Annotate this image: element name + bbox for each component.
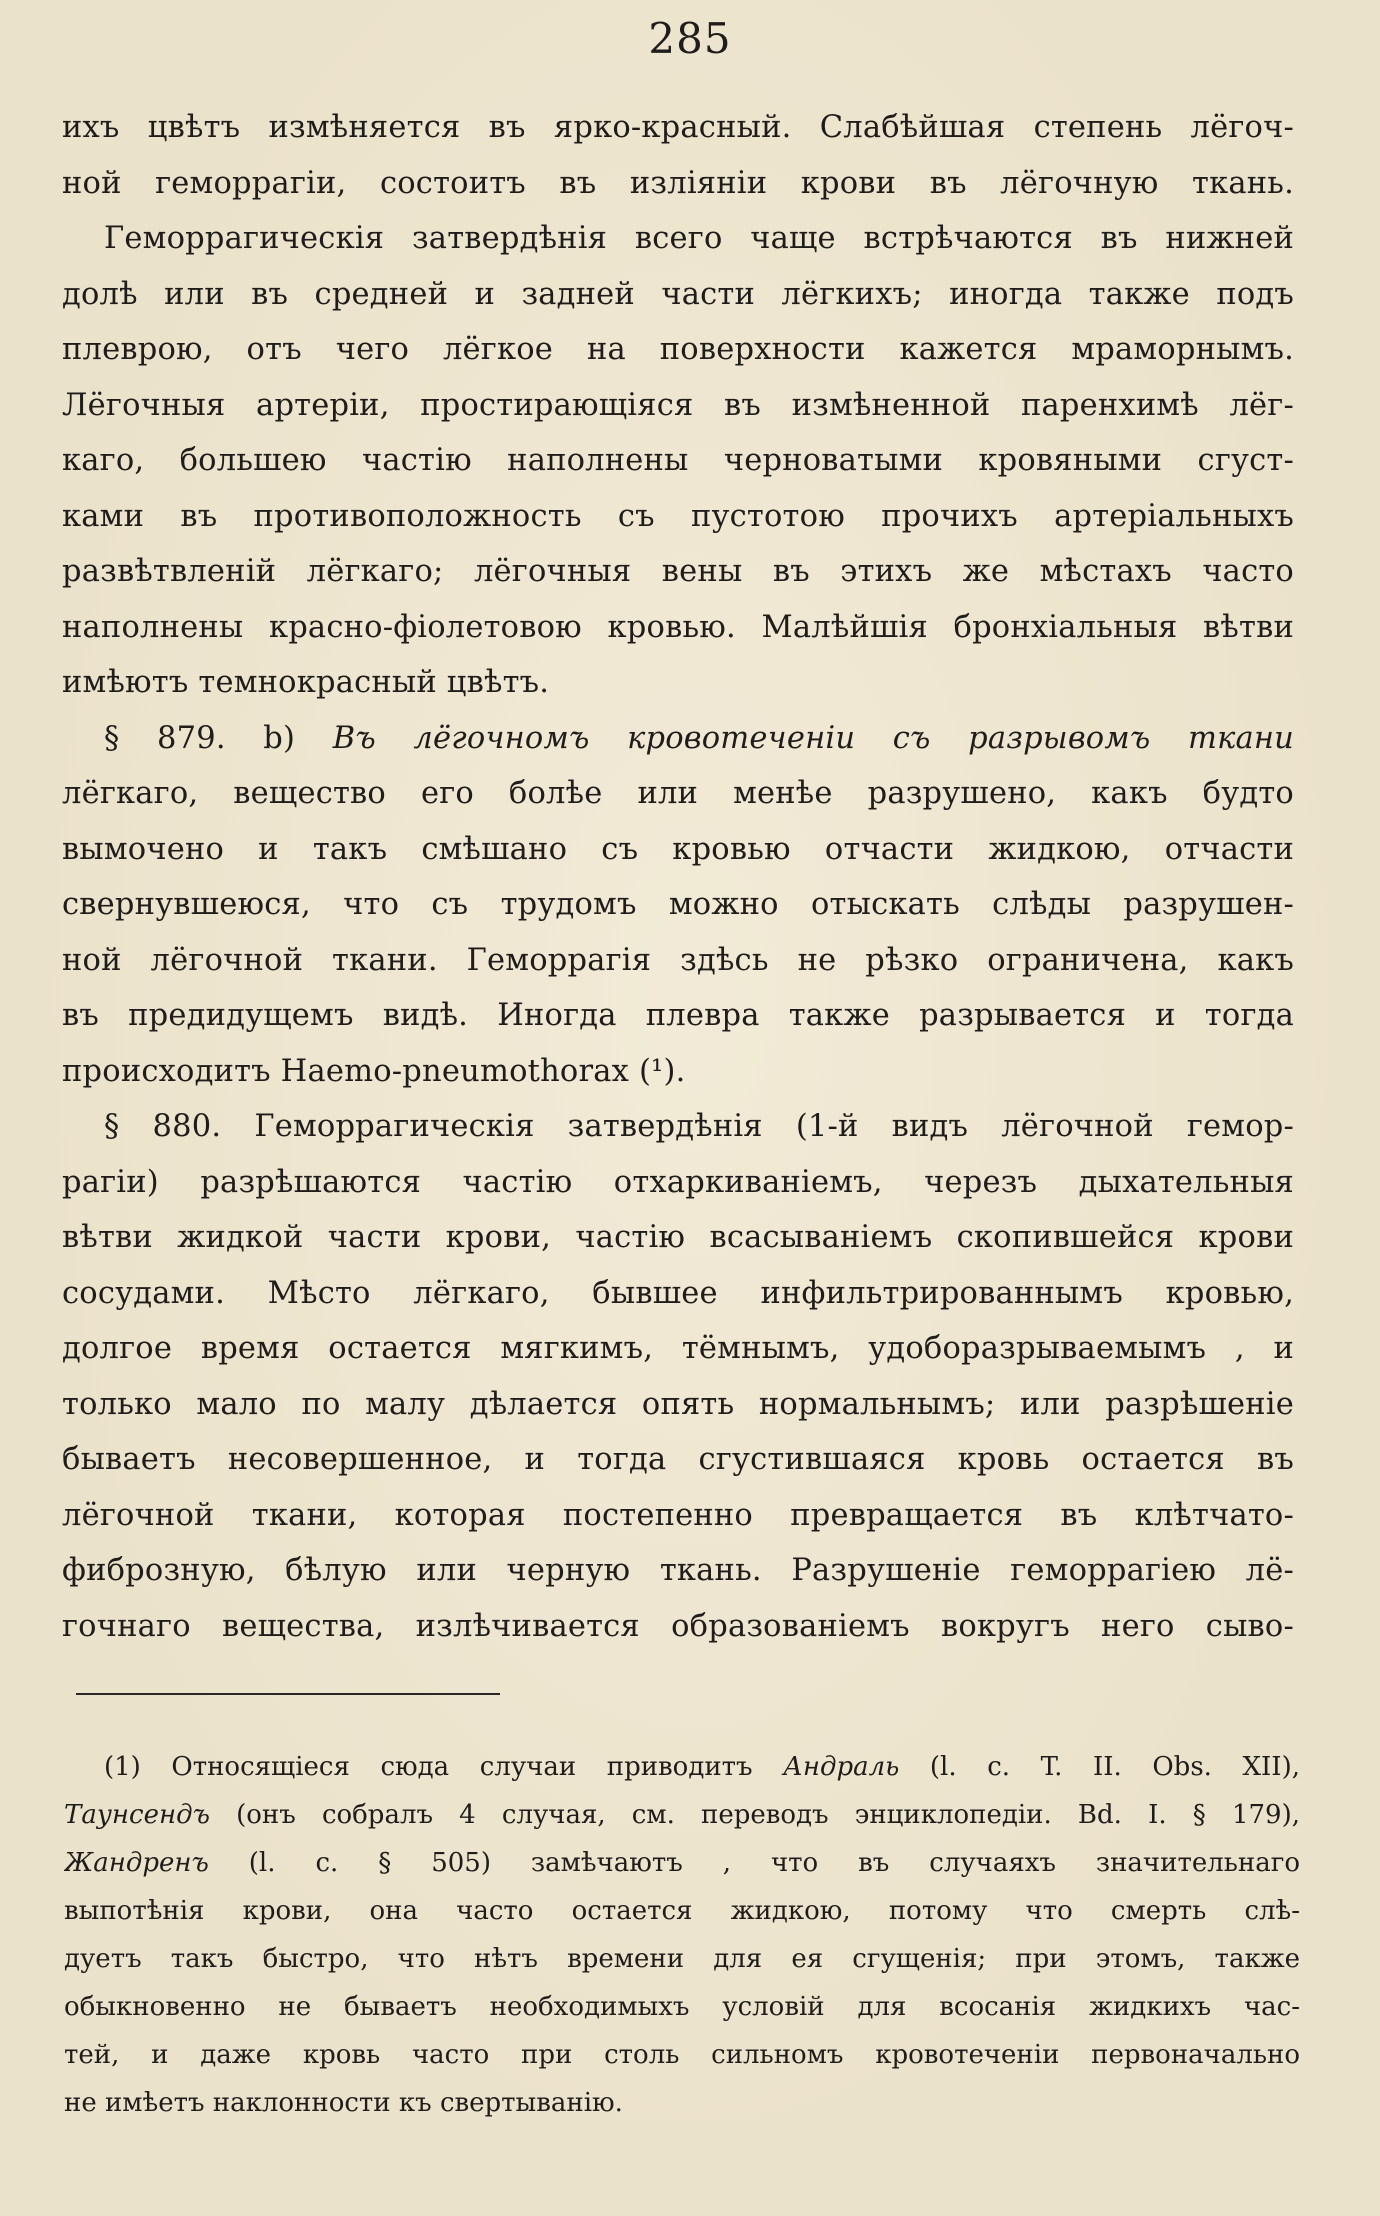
text-line xyxy=(62,267,1294,323)
text-line xyxy=(62,211,1294,267)
text-line xyxy=(62,1488,1294,1544)
footnote-text: (l. c. § 505) замѣчаютъ , что въ случаяхъ значительнаго xyxy=(208,1848,1300,1878)
footnote-line xyxy=(64,2079,1300,2127)
text-line xyxy=(62,1321,1294,1377)
text-line-content: Геморрагическія затвердѣнія всего чаще встрѣчаются въ нижней xyxy=(104,221,1294,256)
main-text xyxy=(62,100,1294,1654)
text-line-content: бываетъ несовершенное, и тогда сгустившаяся кровь остается въ xyxy=(62,1442,1294,1477)
footnote-line xyxy=(64,1983,1300,2031)
footnote-line xyxy=(64,1935,1300,1983)
text-line-content: долѣ или въ средней и задней части лёгкихъ; иногда также подъ xyxy=(62,276,1294,312)
text-line-content: сосудами. Мѣсто лёгкаго, бывшее инфильтрированнымъ кровью, xyxy=(62,1275,1294,1311)
text-line xyxy=(62,1377,1294,1433)
footnote-text: выпотѣнія крови, она часто остается жидкою, потому что смерть слѣ- xyxy=(64,1896,1300,1926)
footnote-text: (l. c. T. II. Obs. XII), xyxy=(899,1752,1300,1782)
text-line-content: имѣютъ темнокрасный цвѣтъ. xyxy=(62,665,550,700)
text-line-content: плеврою, отъ чего лёгкое на поверхности кажется мраморнымъ. xyxy=(62,332,1294,367)
text-line xyxy=(62,433,1294,489)
footnote-line xyxy=(64,1839,1300,1887)
footnote-author-name: Таунсендъ xyxy=(64,1800,210,1830)
text-line xyxy=(62,1432,1294,1488)
text-line-content: лёгочной ткани, которая постепенно превращается въ клѣтчато- xyxy=(62,1497,1294,1533)
text-line-content: ной лёгочной ткани. Геморрагія здѣсь не рѣзко ограничена, какъ xyxy=(62,942,1294,978)
text-line-content: только мало по малу дѣлается опять нормальнымъ; или разрѣшеніе xyxy=(62,1386,1294,1422)
text-line-content: развѣтвленій лёгкаго; лёгочныя вены въ этихъ же мѣстахъ часто xyxy=(62,554,1294,589)
text-line-content: Лёгочныя артеріи, простирающіяся въ измѣненной паренхимѣ лёг- xyxy=(62,387,1294,423)
text-line xyxy=(62,322,1294,378)
text-line xyxy=(62,1099,1294,1155)
text-line-content: каго, большею частію наполнены черноватыми кровяными сгуст- xyxy=(62,443,1294,478)
text-line-content: происходитъ Haemo-pneumothorax (¹). xyxy=(62,1053,686,1089)
text-line xyxy=(62,933,1294,989)
text-line-content: фиброзную, бѣлую или черную ткань. Разрушеніе геморрагіею лё- xyxy=(62,1553,1294,1588)
footnote-author-name: Жандренъ xyxy=(64,1848,209,1878)
text-line xyxy=(62,544,1294,600)
footnote-line xyxy=(64,1887,1300,1935)
text-line xyxy=(62,822,1294,878)
text-line-content: долгое время остается мягкимъ, тёмнымъ, удоборазрываемымъ , и xyxy=(62,1331,1294,1366)
italic-phrase: Въ лёгочномъ кровотеченіи съ разрывомъ ткани xyxy=(332,720,1294,756)
text-line xyxy=(62,600,1294,656)
text-line xyxy=(62,711,1294,767)
page-number: 285 xyxy=(648,14,732,63)
footnote-text: не имѣетъ наклонности къ свертыванію. xyxy=(64,2088,623,2118)
footnote-line xyxy=(64,1743,1300,1791)
footnote-author-name: Андраль xyxy=(783,1752,900,1782)
text-line-content: § 879. b) xyxy=(104,720,333,756)
text-line xyxy=(62,766,1294,822)
text-line xyxy=(62,877,1294,933)
text-line-content: вымочено и такъ смѣшано съ кровью отчасти жидкою, отчасти xyxy=(62,831,1294,867)
footnote-text: (1) Относящіеся сюда случаи приводитъ xyxy=(104,1752,784,1782)
text-line xyxy=(62,1543,1294,1599)
text-line xyxy=(62,1266,1294,1322)
text-line-content: § 880. Геморрагическія затвердѣнія (1-й видъ лёгочной гемор- xyxy=(104,1109,1294,1144)
text-line xyxy=(62,655,1294,711)
text-line-content: гочнаго вещества, излѣчивается образованіемъ вокругъ него сыво- xyxy=(62,1608,1294,1644)
footnote-text: тей, и даже кровь часто при столь сильномъ кровотеченіи первоначально xyxy=(64,2040,1300,2070)
text-line-content: вѣтви жидкой части крови, частію всасываніемъ скопившейся крови xyxy=(62,1220,1294,1255)
text-line-content: ной геморрагіи, состоитъ въ изліяніи крови въ лёгочную ткань. xyxy=(62,165,1294,201)
text-line xyxy=(62,988,1294,1044)
text-line xyxy=(62,489,1294,545)
footnote-text: обыкновенно не бываетъ необходимыхъ условій для всосанія жидкихъ час- xyxy=(64,1992,1300,2022)
text-line-content: ками въ противоположность съ пустотою прочихъ артеріальныхъ xyxy=(62,498,1294,534)
text-line-content: лёгкаго, вещество его болѣе или менѣе разрушено, какъ будто xyxy=(62,776,1294,811)
footnote-line xyxy=(64,1791,1300,1839)
footnotes xyxy=(64,1743,1300,2127)
footnote-text: дуетъ такъ быстро, что нѣтъ времени для ея сгущенія; при этомъ, также xyxy=(64,1944,1300,1974)
text-line xyxy=(62,378,1294,434)
text-line-content: свернувшеюся, что съ трудомъ можно отыскать слѣды разрушен- xyxy=(62,887,1294,922)
text-line-content: наполнены красно-фіолетовою кровью. Малѣйшія бронхіальныя вѣтви xyxy=(62,609,1294,645)
text-line-content: рагіи) разрѣшаются частію отхаркиваніемъ, черезъ дыхательныя xyxy=(62,1164,1294,1200)
footnote-separator xyxy=(76,1693,500,1695)
footnote-line xyxy=(64,2031,1300,2079)
text-line xyxy=(62,1599,1294,1655)
text-line xyxy=(62,1210,1294,1266)
text-line-content: въ предидущемъ видѣ. Иногда плевра также разрывается и тогда xyxy=(62,998,1294,1033)
text-line xyxy=(62,156,1294,212)
footnote-text: (онъ собралъ 4 случая, см. переводъ энциклопедіи. Bd. I. § 179), xyxy=(209,1800,1300,1830)
text-line xyxy=(62,1155,1294,1211)
text-line xyxy=(62,100,1294,156)
text-line xyxy=(62,1044,1294,1100)
text-line-content: ихъ цвѣтъ измѣняется въ ярко-красный. Слабѣйшая степень лёгоч- xyxy=(62,110,1294,145)
